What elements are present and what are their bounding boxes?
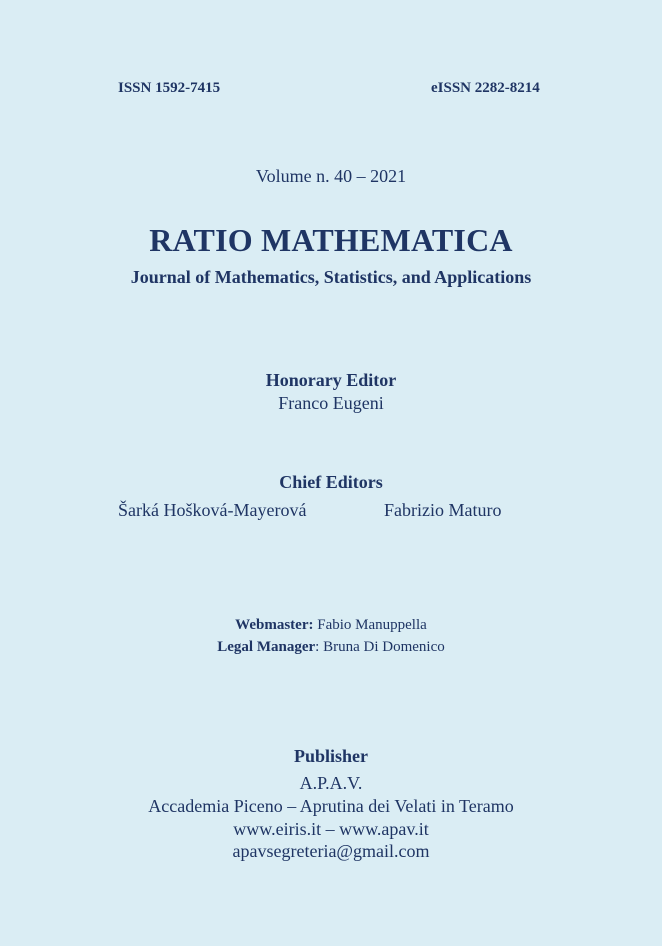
volume-info: Volume n. 40 – 2021 <box>255 166 407 186</box>
honorary-editor-heading: Honorary Editor <box>265 370 397 390</box>
webmaster-label: Webmaster: <box>235 617 314 633</box>
legal-manager-line <box>0 639 662 656</box>
publisher-websites: www.eiris.it – www.apav.it <box>233 819 429 839</box>
chief-editors-heading: Chief Editors <box>279 472 383 492</box>
publisher-email: apavsegreteria@gmail.com <box>232 841 430 861</box>
issn-number: ISSN 1592-7415 <box>118 80 221 96</box>
honorary-editor-name: Franco Eugeni <box>278 393 384 413</box>
publisher-heading: Publisher <box>293 746 368 766</box>
legal-manager-label: Legal Manager <box>217 639 316 655</box>
chief-editor-name: Fabrizio Maturo <box>384 500 502 520</box>
publisher-abbreviation: A.P.A.V. <box>299 773 363 793</box>
webmaster-line <box>0 617 662 634</box>
journal-title: RATIO MATHEMATICA <box>149 222 513 258</box>
chief-editor-name: Šarká Hošková-Mayerová <box>118 500 307 520</box>
webmaster-name: Fabio Manuppella <box>313 617 427 633</box>
publisher-full-name: Accademia Piceno – Aprutina dei Velati in Teramo <box>148 796 514 816</box>
journal-subtitle: Journal of Mathematics, Statistics, and Applications <box>130 267 532 287</box>
eissn-number: eISSN 2282-8214 <box>431 80 540 96</box>
legal-manager-name: : Bruna Di Domenico <box>315 639 445 655</box>
